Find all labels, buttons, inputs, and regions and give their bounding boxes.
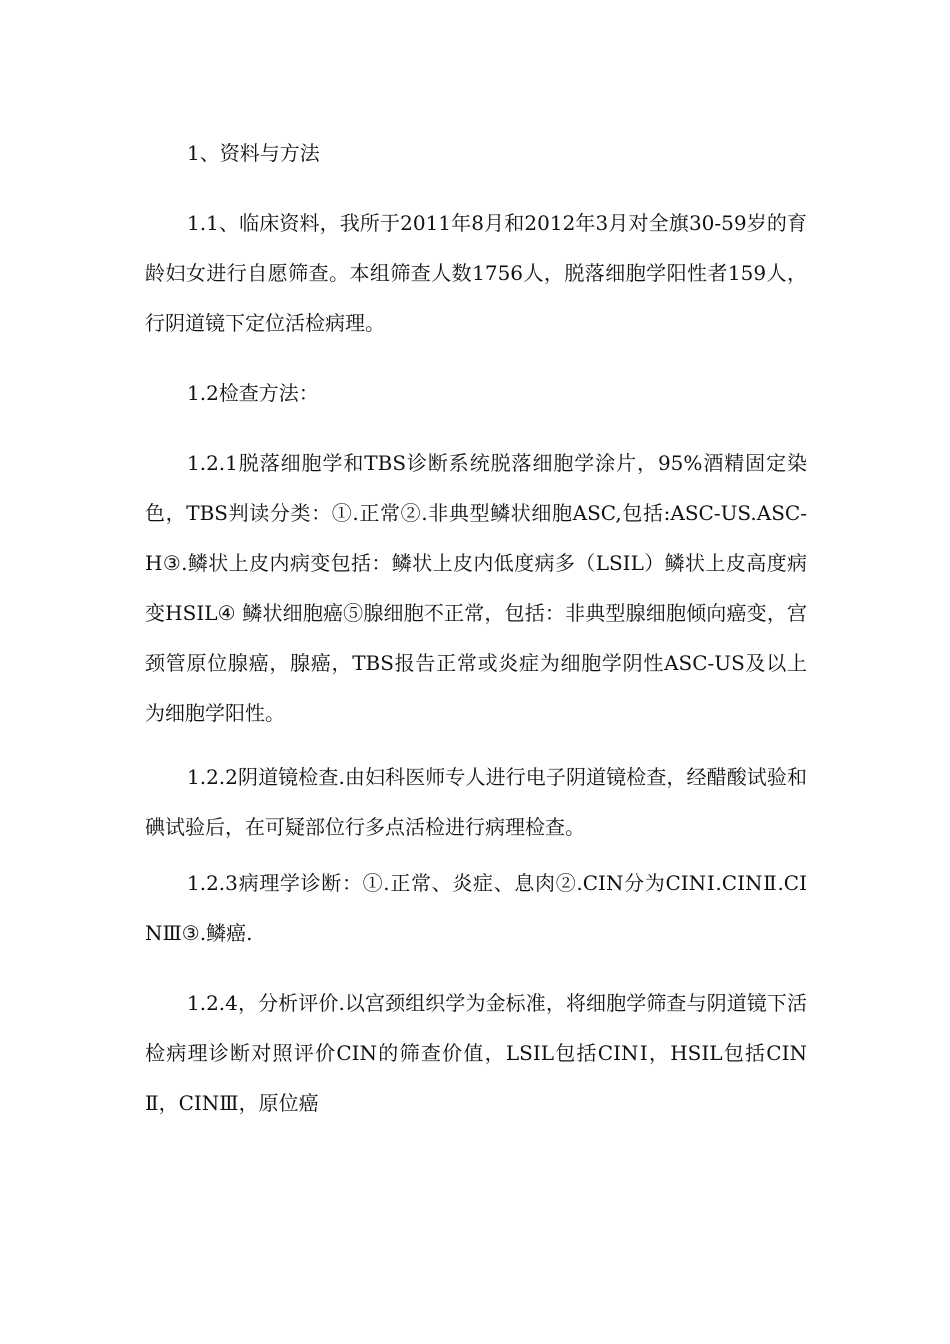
paragraph-colposcopy: 1.2.2阴道镜检查.由妇科医师专人进行电子阴道镜检查，经醋酸试验和碘试验后，在可疑部位行多点活检进行病理检查。 <box>145 765 807 839</box>
paragraph-cytology: 1.2.1脱落细胞学和TBS诊断系统脱落细胞学涂片，95%酒精固定染色，TBS判读分类：①.正常②.非典型鳞状细胞ASC,包括:ASC-US.ASC-H③.鳞状上皮内病变包括：鳞状上皮内低度病多（LSIL）鳞状上皮高度病变HSIL④ 鳞状细胞癌⑤腺细胞不正常，包括：非典型腺细胞倾向癌变，宫颈管原位腺癌，腺癌，TBS报告正常或炎症为细胞学阴性ASC-US及以上为细胞学阳性。 <box>145 451 807 725</box>
section-heading: 1、资料与方法 <box>187 141 320 165</box>
paragraph-pathology: 1.2.3病理学诊断：①.正常、炎症、息肉②.CIN分为CINⅠ.CINⅡ.CINⅢ③.鳞癌. <box>145 871 807 945</box>
paragraph-analysis: 1.2.4，分析评价.以宫颈组织学为金标准，将细胞学筛查与阴道镜下活检病理诊断对照评价CIN的筛查价值，LSIL包括CINⅠ，HSIL包括CINⅡ，CINⅢ，原位癌 <box>145 991 807 1115</box>
document-body <box>145 128 807 1128</box>
paragraph-clinical-data: 1.1、临床资料，我所于2011年8月和2012年3月对全旗30-59岁的育龄妇女进行自愿筛查。本组筛查人数1756人，脱落细胞学阳性者159人，行阴道镜下定位活检病理。 <box>145 211 807 335</box>
paragraph-exam-methods: 1.2检查方法： <box>187 381 319 405</box>
